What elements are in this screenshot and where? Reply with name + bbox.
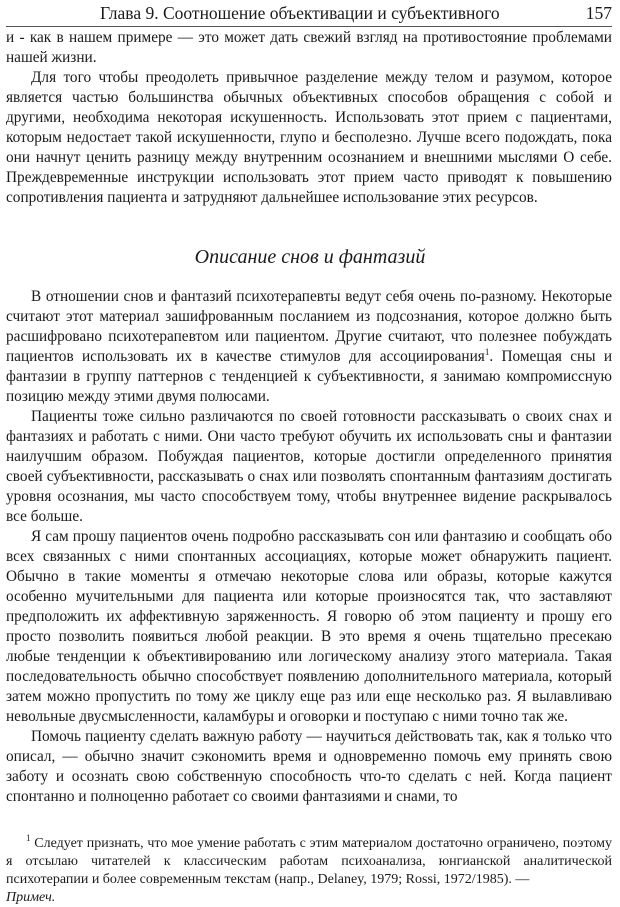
footnote-editor-note: Примеч.: [6, 890, 56, 905]
paragraph-4: Пациенты тоже сильно различаются по своей готовности рассказывать о своих снах и фантазиях и работать с ними. Они часто требуют обучить их использовать сны и фантазии наилучшим образом. Побуждая пациентов, которые достигли определенного принятия своей субъективности, рассказывать о снах или позволять спонтанным фантазиям достигать уровня осознания, мы часто способствуем тому, чтобы внутреннее видение раскрывалось все больше.: [6, 408, 612, 525]
paragraph-5: Я сам прошу пациентов очень подробно рассказывать сон или фантазию и сообщать обо всех связанных с ними спонтанных ассоциациях, которые может обнаружить пациент. Обычно в такие моменты я отмечаю некоторые слова или образы, которые кажутся особенно мучительными для пациента или которые произносятся так, что заставляют предположить их аффективную заряженность. Я говорю об этом пациенту и прошу его просто позволить появиться любой реакции. В это время я очень тщательно пресекаю любые тенденции к объективированию или логическому анализу этого материала. Такая последовательность обычно способствует появлению дополнительного материала, который затем можно пропустить по тому же циклу еще раз или еще несколько раз. Я вылавливаю невольные двусмысленности, каламбуры и оговорки и поступаю с ними точно так же.: [6, 528, 612, 725]
footnote-body: Следует признать, что мое умение работать с этим материалом достаточно ограничено, поэтому я отсылаю читателей к классическим работам психоанализа, юнгианской аналитической психотерапии и более современным текстам (напр., Delaney, 1979; Rossi, 1972/1985). —: [6, 836, 612, 887]
text-block-top: [6, 28, 612, 208]
footnote-text: [6, 835, 612, 907]
paragraph-3-text-a: В отношении снов и фантазий психотерапевты ведут себя очень по-разному. Некоторые считают этот материал зашифрованным посланием из подсознания, которое должно быть расшифровано психотерапевтом или пациентом. Другие считают, что полезнее побуждать пациентов использовать их в качестве стимулов для ассоциирования: [6, 288, 612, 365]
footnote-marker: 1: [26, 833, 31, 843]
header-divider: [6, 26, 612, 27]
running-header: [100, 2, 612, 24]
paragraph-3-text-b: . Помещая сны и фантазии в группу паттернов с тенденцией к субъективности, я занимаю компромиссную позицию между этими двумя полюсами.: [6, 348, 613, 405]
paragraph-3: [6, 287, 612, 407]
page-number: 157: [585, 3, 612, 23]
paragraph-1: и - как в нашем примере — это может дать свежий взгляд на противостояние проблемами нашей жизни.: [6, 29, 612, 66]
section-heading: Описание снов и фантазий: [194, 246, 426, 268]
paragraph-2: Для того чтобы преодолеть привычное разделение между телом и разумом, которое является частью большинства обычных объективных способов обращения с собой и другими, необходима некоторая искушенность. Использовать этот прием с пациентами, которым недостает такой искушенности, глупо и бесполезно. Лучше всего подождать, пока они начнут ценить разницу между внутренним осознанием и внешними мыслями О себе. Преждевременные инструкции использовать этот прием часто приводят к повышению сопротивления пациента и затрудняют дальнейшее использование этих ресурсов.: [6, 69, 612, 206]
chapter-title: Глава 9. Соотношение объективации и субъективного: [100, 3, 500, 23]
footnote-ref: 1: [484, 347, 490, 357]
text-block-bottom: [6, 287, 612, 807]
footnote: [6, 835, 612, 907]
paragraph-6: Помочь пациенту сделать важную работу — научиться действовать так, как я только что описал, — обычно значит сэкономить время и одновременно помочь ему принять свою заботу и осознать свою собственную способность что-то сделать с ней. Когда пациент спонтанно и полноценно работает со своими фантазиями и снами, то: [6, 728, 612, 805]
